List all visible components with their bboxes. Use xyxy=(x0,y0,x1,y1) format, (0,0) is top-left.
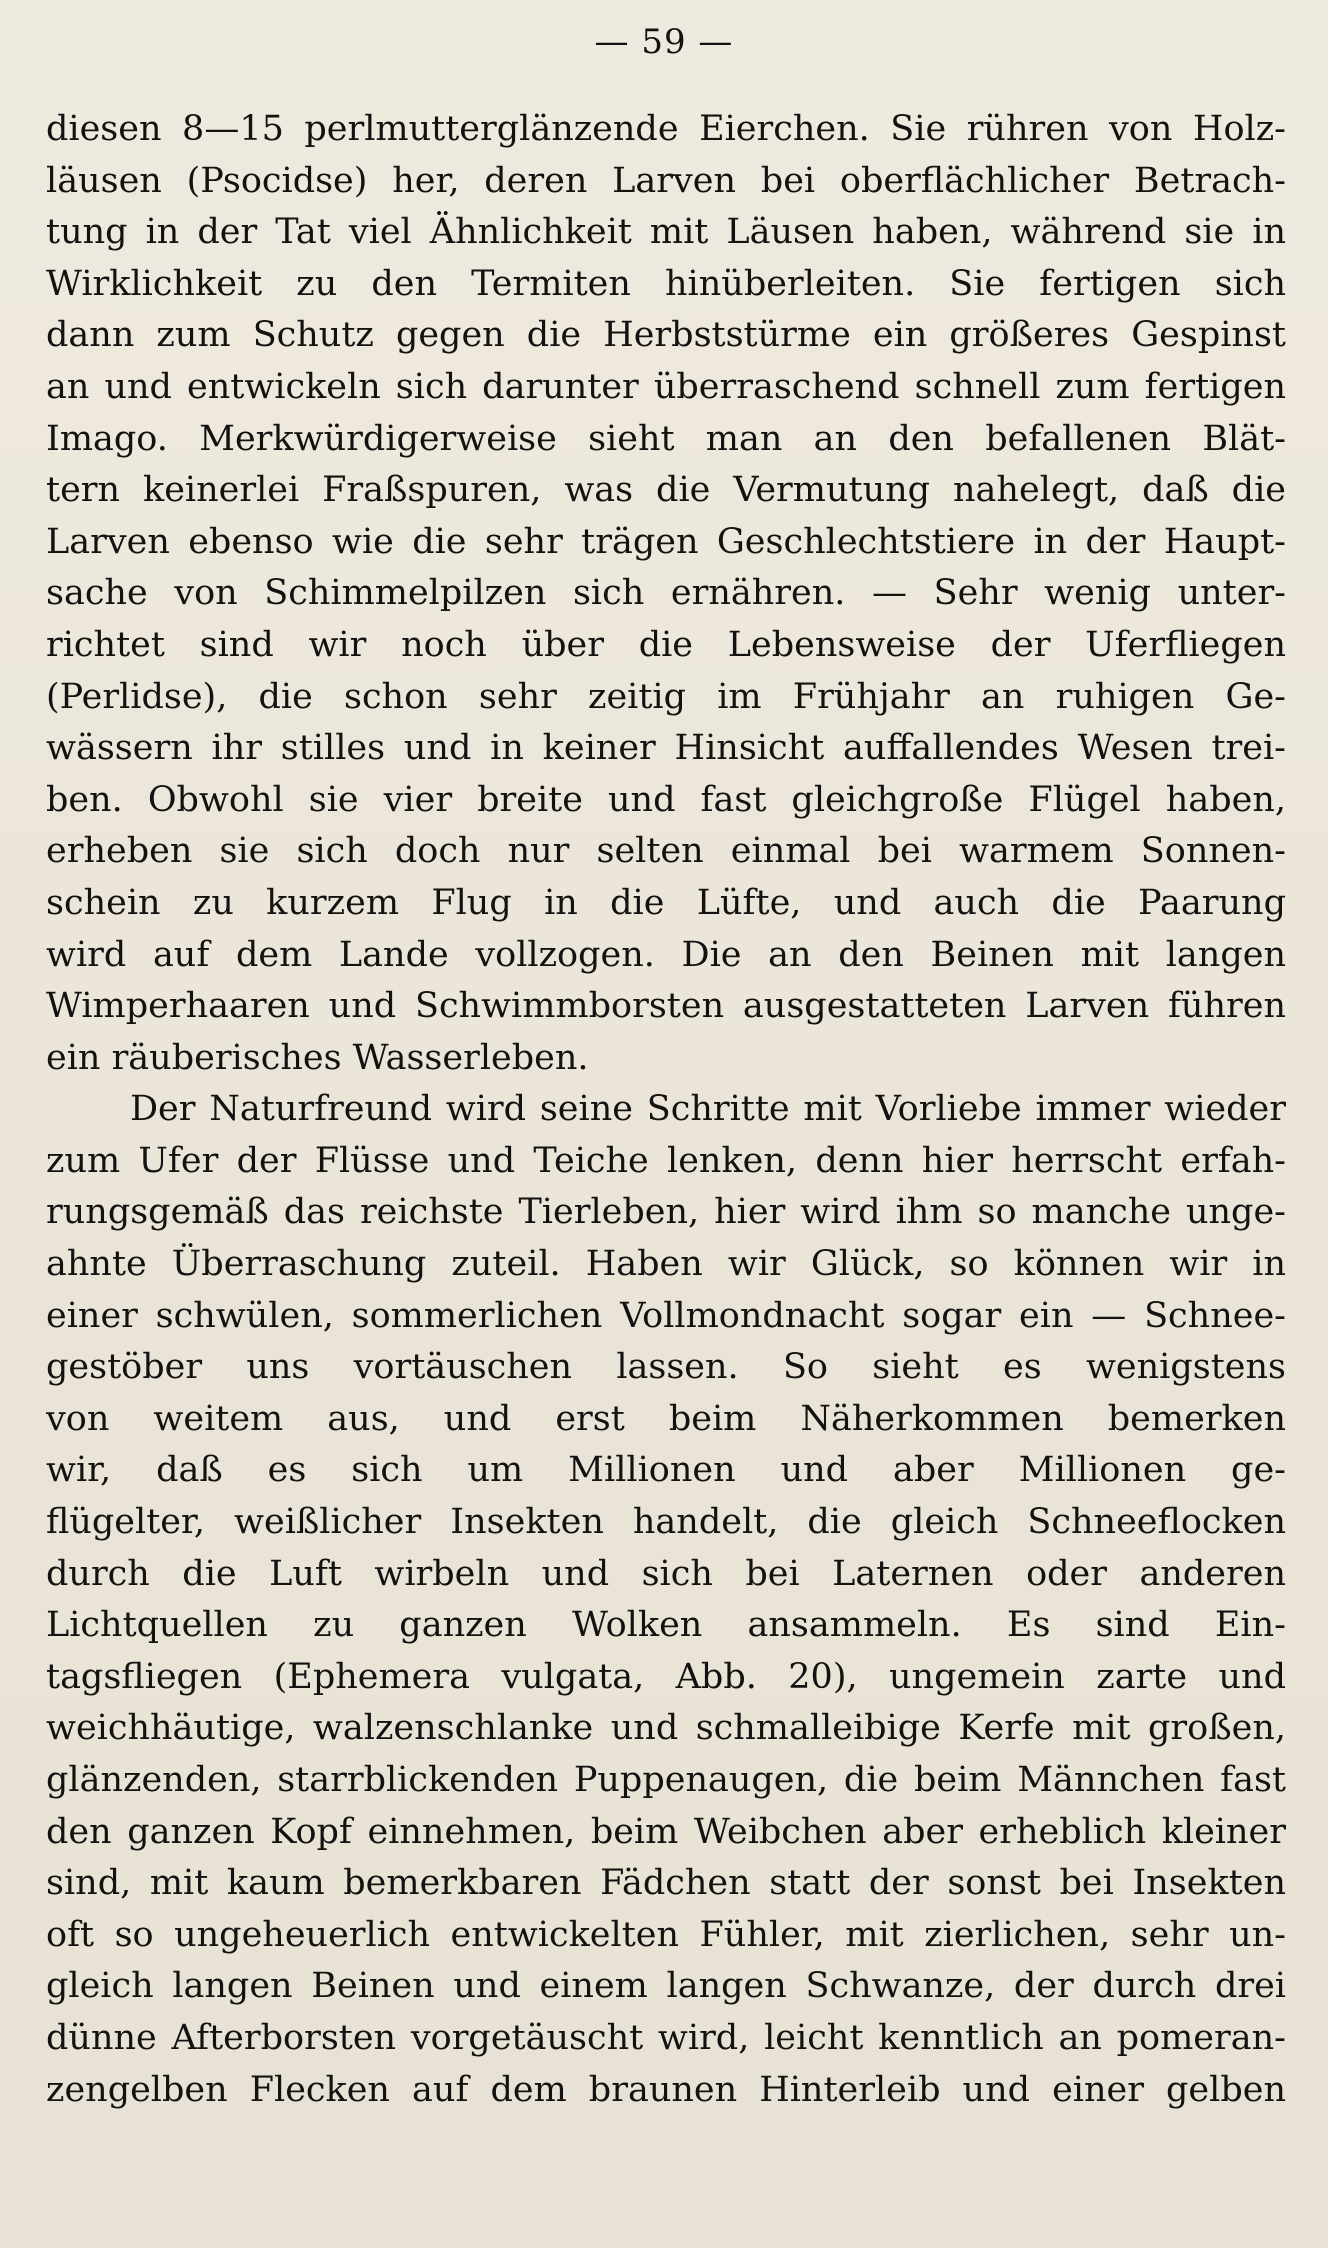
text-line: flügelter, weißlicher Insekten handelt, die gleich Schneeflocken xyxy=(46,1502,1286,1543)
text-line: diesen 8—15 perlmutterglänzende Eierchen. Sie rühren von Holz- xyxy=(46,109,1286,149)
text-line: Larven ebenso wie die sehr trägen Geschlechtstiere in der Haupt- xyxy=(46,521,1286,562)
text-line: oft so ungeheuerlich entwickelten Fühler, mit zierlichen, sehr un- xyxy=(46,1914,1286,1955)
text-line: glänzenden, starrblickenden Puppenaugen, die beim Männchen fast xyxy=(46,1760,1286,1800)
text-line: richtet sind wir noch über die Lebensweise der Uferfliegen xyxy=(46,624,1286,665)
text-line: sind, mit kaum bemerkbaren Fädchen statt der sonst bei Insekten xyxy=(46,1863,1286,1904)
text-line: gestöber uns vortäuschen lassen. So sieht es wenigstens xyxy=(46,1347,1286,1388)
text-line: wird auf dem Lande vollzogen. Die an den Beinen mit langen xyxy=(46,934,1286,975)
text-line: Wimperhaaren und Schwimmborsten ausgestatteten Larven führen xyxy=(46,986,1286,1027)
text-line: den ganzen Kopf einnehmen, beim Weibchen aber erheblich kleiner xyxy=(46,1811,1286,1852)
text-line: Imago. Merkwürdigerweise sieht man an den befallenen Blät- xyxy=(46,418,1286,459)
text-line: von weitem aus, und erst beim Näherkommen bemerken xyxy=(46,1398,1286,1439)
text-line: an und entwickeln sich darunter überraschend schnell zum fertigen xyxy=(46,366,1286,407)
text-line: schein zu kurzem Flug in die Lüfte, und auch die Paarung xyxy=(46,882,1286,923)
text-line: gleich langen Beinen und einem langen Schwanze, der durch drei xyxy=(46,1966,1286,2007)
text-line: läusen (Psocidse) her, deren Larven bei oberflächlicher Betrach- xyxy=(46,160,1286,201)
text-line: ein räuberisches Wasserleben. xyxy=(46,1037,589,1078)
page-number: — 59 — xyxy=(594,22,734,62)
text-line: ben. Obwohl sie vier breite und fast gleichgroße Flügel haben, xyxy=(46,779,1286,820)
text-line: tung in der Tat viel Ähnlichkeit mit Läusen haben, während sie in xyxy=(46,212,1286,253)
text-line: weichhäutige, walzenschlanke und schmalleibige Kerfe mit großen, xyxy=(46,1708,1286,1749)
text-line: durch die Luft wirbeln und sich bei Laternen oder anderen xyxy=(46,1553,1286,1594)
text-line: Wirklichkeit zu den Termiten hinüberleiten. Sie fertigen sich xyxy=(46,263,1286,304)
text-line: einer schwülen, sommerlichen Vollmondnacht sogar ein — Schnee- xyxy=(46,1295,1286,1336)
text-line: tern keinerlei Fraßspuren, was die Vermutung nahelegt, daß die xyxy=(46,470,1286,511)
text-line: erheben sie sich doch nur selten einmal bei warmem Sonnen- xyxy=(46,831,1286,872)
text-line: wässern ihr stilles und in keiner Hinsicht auffallendes Wesen trei- xyxy=(46,728,1286,769)
body-text xyxy=(46,104,1286,2116)
text-line: zum Ufer der Flüsse und Teiche lenken, denn hier herrscht erfah- xyxy=(46,1140,1286,1181)
paragraph-2 xyxy=(46,1084,1286,2116)
text-line: wir, daß es sich um Millionen und aber Millionen ge- xyxy=(46,1450,1286,1491)
text-line: ahnte Überraschung zuteil. Haben wir Glück, so können wir in xyxy=(46,1244,1286,1285)
text-line: (Perlidse), die schon sehr zeitig im Frühjahr an ruhigen Ge- xyxy=(46,676,1286,717)
text-line: rungsgemäß das reichste Tierleben, hier wird ihm so manche unge- xyxy=(46,1192,1286,1233)
text-line: zengelben Flecken auf dem braunen Hinterleib und einer gelben xyxy=(46,2069,1286,2110)
paragraph-1 xyxy=(46,104,1286,1084)
text-line: dünne Afterborsten vorgetäuscht wird, leicht kenntlich an pomeran- xyxy=(46,2017,1286,2058)
text-line: Der Naturfreund wird seine Schritte mit Vorliebe immer wieder xyxy=(130,1089,1286,1130)
text-line: dann zum Schutz gegen die Herbststürme ein größeres Gespinst xyxy=(46,315,1286,356)
text-line: tagsfliegen (Ephemera vulgata, Abb. 20), ungemein zarte und xyxy=(46,1656,1286,1697)
text-line: Lichtquellen zu ganzen Wolken ansammeln. Es sind Ein- xyxy=(46,1605,1286,1646)
text-line: sache von Schimmelpilzen sich ernähren. — Sehr wenig unter- xyxy=(46,573,1286,614)
